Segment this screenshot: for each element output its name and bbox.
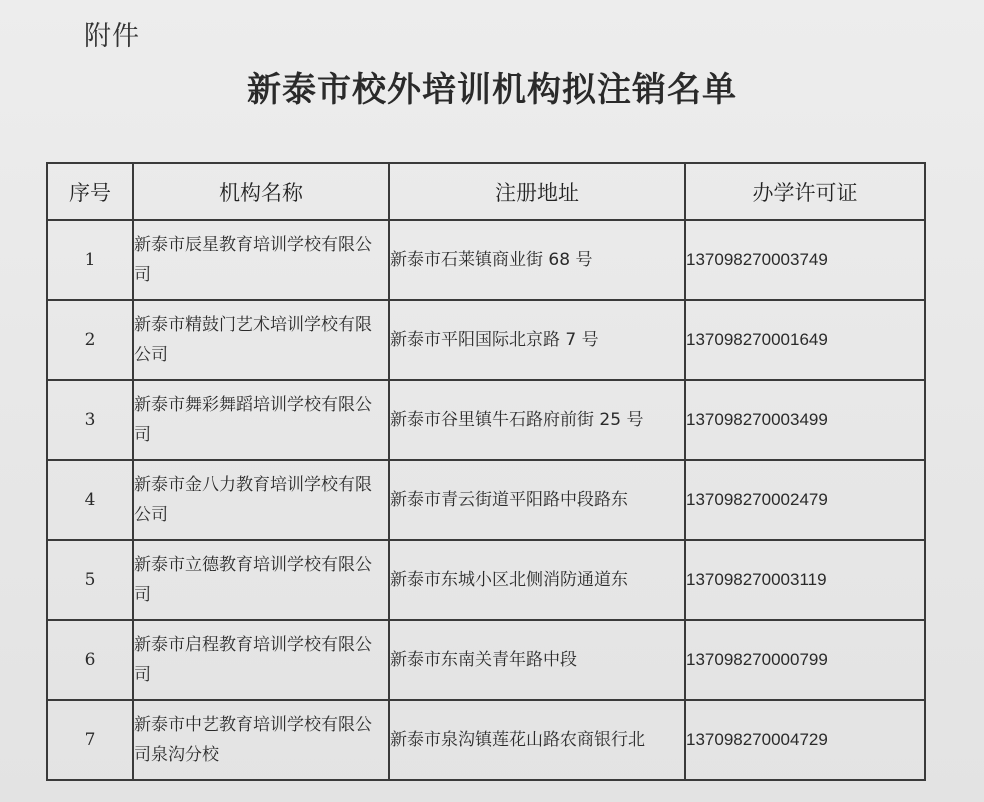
- header-seq: 序号: [47, 163, 133, 220]
- cell-institution-name: 新泰市中艺教育培训学校有限公司泉沟分校: [133, 700, 389, 780]
- cell-license: 137098270003499: [685, 380, 925, 460]
- header-address: 注册地址: [389, 163, 685, 220]
- cell-institution-name: 新泰市立德教育培训学校有限公司: [133, 540, 389, 620]
- table-header-row: [47, 163, 925, 220]
- table-row: [47, 620, 925, 700]
- cell-address: 新泰市谷里镇牛石路府前街 25 号: [389, 380, 685, 460]
- cell-address: 新泰市平阳国际北京路 7 号: [389, 300, 685, 380]
- cell-institution-name: 新泰市舞彩舞蹈培训学校有限公司: [133, 380, 389, 460]
- cell-license: 137098270003119: [685, 540, 925, 620]
- cell-address: 新泰市泉沟镇莲花山路农商银行北: [389, 700, 685, 780]
- cell-address: 新泰市石莱镇商业街 68 号: [389, 220, 685, 300]
- cell-seq: 4: [47, 460, 133, 540]
- cell-license: 137098270001649: [685, 300, 925, 380]
- cell-license: 137098270002479: [685, 460, 925, 540]
- document-title: 新泰市校外培训机构拟注销名单: [247, 70, 737, 110]
- cell-seq: 1: [47, 220, 133, 300]
- cell-seq: 3: [47, 380, 133, 460]
- cell-institution-name: 新泰市金八力教育培训学校有限公司: [133, 460, 389, 540]
- table-row: [47, 700, 925, 780]
- cell-license: 137098270000799: [685, 620, 925, 700]
- cell-address: 新泰市东南关青年路中段: [389, 620, 685, 700]
- table-row: [47, 540, 925, 620]
- cell-license: 137098270003749: [685, 220, 925, 300]
- header-license: 办学许可证: [685, 163, 925, 220]
- cell-institution-name: 新泰市启程教育培训学校有限公司: [133, 620, 389, 700]
- header-name: 机构名称: [133, 163, 389, 220]
- table-row: [47, 460, 925, 540]
- attachment-label: 附件: [84, 21, 140, 52]
- table-row: [47, 300, 925, 380]
- cell-institution-name: 新泰市精鼓门艺术培训学校有限公司: [133, 300, 389, 380]
- deregistration-table: [46, 162, 926, 781]
- cell-seq: 5: [47, 540, 133, 620]
- cell-address: 新泰市东城小区北侧消防通道东: [389, 540, 685, 620]
- table-row: [47, 220, 925, 300]
- cell-institution-name: 新泰市辰星教育培训学校有限公司: [133, 220, 389, 300]
- cell-seq: 7: [47, 700, 133, 780]
- table-row: [47, 380, 925, 460]
- cell-address: 新泰市青云街道平阳路中段路东: [389, 460, 685, 540]
- cell-seq: 2: [47, 300, 133, 380]
- cell-seq: 6: [47, 620, 133, 700]
- cell-license: 137098270004729: [685, 700, 925, 780]
